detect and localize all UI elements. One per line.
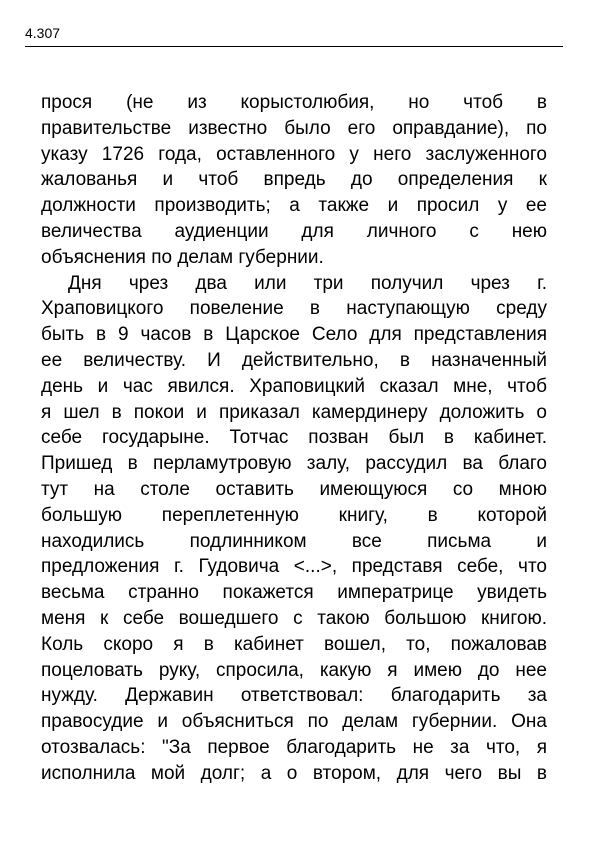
text-line: тут на столе оставить имеющуюся со мною [41, 478, 547, 500]
text-line: поцеловать руку, спросила, какую я имею до нее [41, 659, 547, 681]
text-line: Коль скоро я в кабинет вошел, то, пожаловав [41, 633, 547, 655]
text-line: исполнила мой долг; а о втором, для чего вы в [41, 762, 547, 784]
text-line: Храповицкого повеление в наступающую среду [41, 298, 547, 320]
text-line: находились подлинником все письма и [41, 530, 547, 552]
text-line: я шел в покои и приказал камердинеру доложить о [41, 401, 547, 423]
text-line: величества аудиенции для личного с нею [41, 220, 547, 242]
text-line: предложения г. Гудовича <...>, представя себе, что [41, 556, 547, 578]
text-line: нужду. Державин ответствовал: благодарить за [41, 685, 547, 707]
text-line: быть в 9 часов в Царское Село для представления [41, 324, 547, 346]
text-body [41, 90, 547, 787]
text-line: день и час явился. Храповицкий сказал мне, чтоб [41, 375, 547, 397]
text-line: весьма странно покажется императрице увидеть [41, 582, 547, 604]
page-header [25, 22, 563, 47]
text-line: должности производить; а также и просил у ее [41, 195, 547, 217]
text-line: отозвалась: "За первое благодарить не за что, я [41, 736, 547, 758]
text-line: меня к себе вошедшего с такою большою книгою. [41, 607, 547, 629]
text-line: Дня чрез два или три получил чрез г. [68, 272, 547, 294]
text-line: ее величеству. И действительно, в назначенный [41, 349, 547, 371]
text-line: прося (не из корыстолюбия, но чтоб в [41, 92, 547, 113]
paragraph-2 [41, 271, 547, 787]
text-line: указу 1726 года, оставленного у него заслуженного [41, 143, 547, 165]
text-line: себе государыне. Тотчас позван был в кабинет. [41, 427, 547, 449]
text-line: правительстве известно было его оправдание), по [41, 117, 547, 139]
paragraph-1 [41, 90, 547, 271]
text-line: объяснения по делам губернии. [41, 246, 324, 268]
text-line: Пришед в перламутровую залу, рассудил ва благо [41, 453, 547, 475]
text-line: большую переплетенную книгу, в которой [41, 504, 547, 526]
text-line: правосудие и объясниться по делам губернии. Она [41, 711, 547, 733]
text-line: жалованья и чтоб впредь до определения к [41, 169, 547, 191]
page-number: 4.307 [25, 25, 61, 41]
